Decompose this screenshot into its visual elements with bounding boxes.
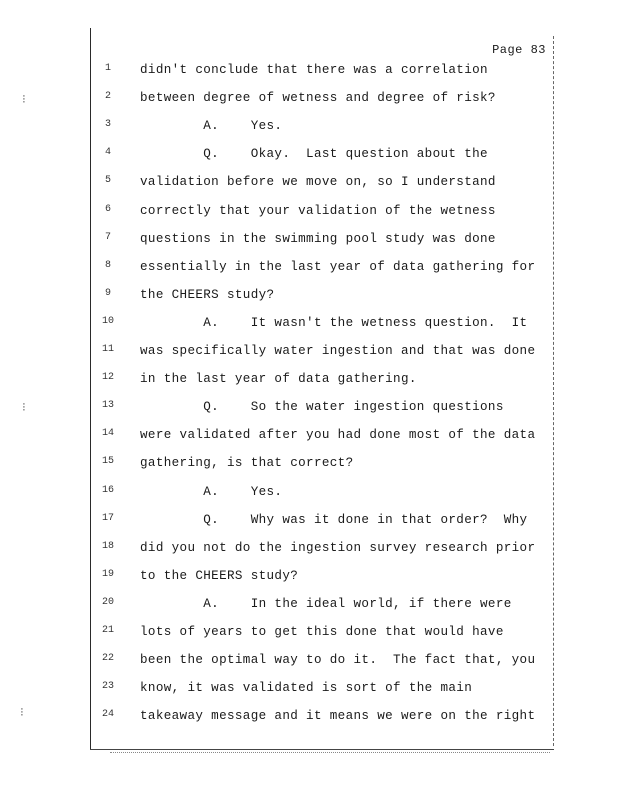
transcript-line [0, 541, 600, 563]
line-number: 16 [101, 484, 114, 496]
line-number: 18 [101, 540, 114, 552]
transcript-line [0, 653, 600, 675]
line-number: 3 [104, 119, 111, 131]
line-text: been the optimal way to do it. The fact that, you [140, 653, 536, 668]
line-number: 19 [101, 568, 114, 580]
line-text: in the last year of data gathering. [140, 372, 417, 387]
line-text: the CHEERS study? [140, 287, 275, 302]
page-number: Page 83 [492, 43, 546, 57]
transcript-line [0, 344, 600, 366]
line-text: takeaway message and it means we were on the right [140, 709, 536, 724]
line-text: did you not do the ingestion survey research prior [140, 540, 536, 555]
transcript-line [0, 288, 600, 310]
bottom-dotted-rule [110, 752, 550, 754]
line-text: Q. So the water ingestion questions [140, 400, 504, 415]
line-number: 23 [101, 681, 114, 693]
line-text: correctly that your validation of the wetness [140, 203, 496, 218]
transcript-line [0, 147, 600, 169]
line-text: A. Yes. [140, 484, 283, 499]
line-text: validation before we move on, so I understand [140, 175, 496, 190]
line-text: lots of years to get this done that would have [140, 625, 504, 639]
line-text: A. In the ideal world, if there were [140, 596, 512, 611]
transcript-line [0, 428, 600, 450]
line-number: 15 [101, 456, 114, 468]
transcript-line [0, 681, 600, 703]
line-text: essentially in the last year of data gathering for [140, 259, 536, 274]
line-text: Q. Why was it done in that order? Why [140, 512, 528, 527]
transcript-line [0, 456, 600, 478]
line-number: 1 [104, 63, 111, 74]
transcript-line [0, 175, 600, 197]
line-text: gathering, is that correct? [140, 456, 354, 471]
line-text: was specifically water ingestion and that was done [140, 344, 536, 358]
line-number: 20 [101, 596, 114, 608]
transcript-line [0, 232, 600, 254]
line-text: questions in the swimming pool study was done [140, 231, 496, 246]
transcript-line [0, 569, 600, 591]
transcript-line [0, 372, 600, 394]
transcript-line [0, 597, 600, 619]
line-number: 14 [101, 428, 114, 440]
line-number: 8 [104, 259, 111, 271]
line-number: 9 [104, 287, 111, 299]
scan-mark: ⁝ [20, 706, 24, 720]
transcript-line [0, 204, 600, 226]
line-number: 5 [104, 175, 111, 187]
line-text: to the CHEERS study? [140, 568, 299, 583]
line-number: 10 [101, 315, 114, 327]
scan-mark: ⁝ [22, 401, 26, 415]
line-number: 2 [104, 91, 111, 103]
line-text: didn't conclude that there was a correlation [140, 63, 488, 77]
line-number: 7 [104, 231, 111, 243]
transcript-line [0, 400, 600, 422]
bottom-rule [90, 749, 554, 750]
line-text: A. It wasn't the wetness question. It [140, 315, 528, 330]
transcript-line [0, 63, 600, 85]
line-text: A. Yes. [140, 119, 283, 134]
scan-mark: ⁝ [22, 93, 26, 107]
line-number: 17 [101, 512, 114, 524]
transcript-line [0, 625, 600, 647]
line-text: Q. Okay. Last question about the [140, 147, 488, 162]
line-number: 12 [101, 372, 114, 384]
line-number: 6 [104, 203, 111, 215]
line-number: 4 [104, 147, 111, 159]
transcript-line [0, 260, 600, 282]
line-text: between degree of wetness and degree of risk? [140, 91, 496, 106]
line-number: 13 [101, 400, 114, 412]
transcript-line [0, 91, 600, 113]
transcript-line [0, 119, 600, 141]
line-number: 22 [101, 653, 114, 665]
line-number: 21 [101, 625, 114, 636]
line-text: were validated after you had done most of the data [140, 428, 536, 443]
transcript-line [0, 513, 600, 535]
line-number: 11 [101, 344, 114, 355]
transcript-line [0, 709, 600, 731]
transcript-line [0, 316, 600, 338]
line-number: 24 [101, 709, 114, 721]
transcript-line [0, 485, 600, 507]
line-text: know, it was validated is sort of the main [140, 681, 473, 696]
